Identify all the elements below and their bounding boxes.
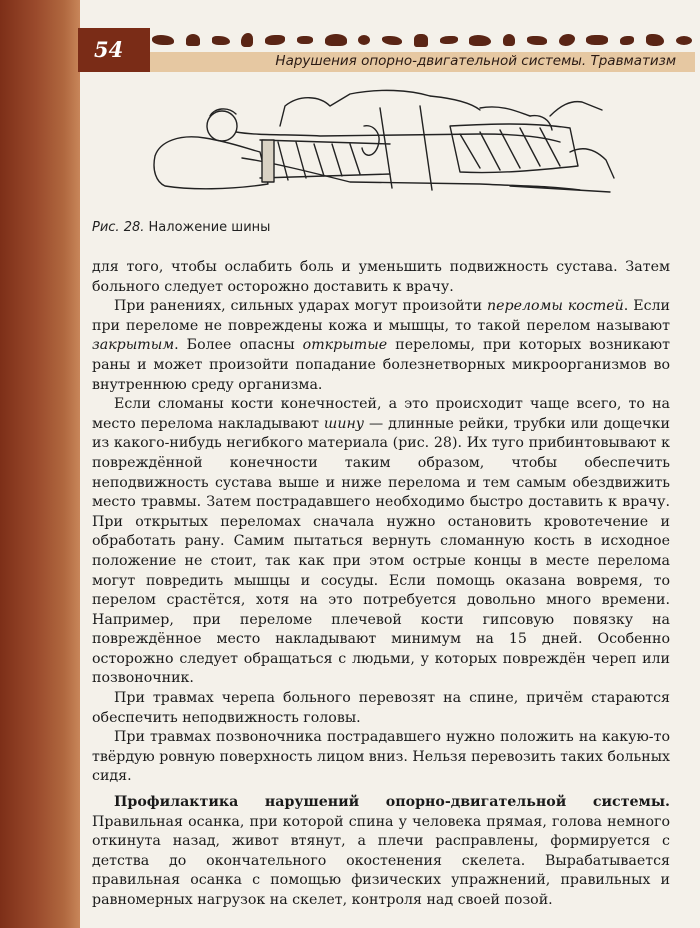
- paragraph: [92, 395, 670, 689]
- section-heading: Профилактика нарушений опорно-двигательной системы.: [114, 794, 670, 811]
- term: открытые: [302, 337, 388, 354]
- term: шину: [323, 415, 365, 432]
- text-run: переломы, при которых возникают раны и может произойти попадание болезнетворных микроорганизмов во внутреннюю среду организма.: [92, 337, 670, 393]
- main-text: [92, 258, 670, 911]
- side-color-band: [0, 0, 80, 928]
- text-run: Правильная осанка, при которой спина у человека прямая, голова немного откинута назад, живот втянут, а плечи расправлены, формируется с детства до окончательного окостенения скелета. Вырабатывается правильная осанка с помощью физических упражнений, правильных и равномерных нагрузок на скелет, контроля над своей позой.: [92, 813, 670, 908]
- splint-illustration-icon: [150, 86, 620, 206]
- term: закрытым: [92, 337, 175, 354]
- text-run: При ранениях, сильных ударах могут произойти: [114, 298, 487, 315]
- page-number: 54: [78, 28, 150, 72]
- text-run: При травмах позвоночника пострадавшего нужно положить на какую-то твёрдую ровную поверхность лицом вниз. Нельзя перевозить таких больных сидя.: [92, 729, 670, 785]
- text-run: для того, чтобы ослабить боль и уменьшить подвижность сустава. Затем больного следует осторожно доставить к врачу.: [92, 259, 670, 295]
- figure-caption: [92, 220, 270, 235]
- text-run: — длинные рейки, трубки или дощечки из какого-нибудь негибкого материала (рис. 28). Их туго прибинтовывают к повреждённой конечности таким образом, чтобы обеспечить неподвижность сустава выше и ниже перелома и тем самым обездвижить место травмы. Затем пострадавшего необходимо быстро доставить к врачу. При открытых переломах сначала нужно остановить кровотечение и обработать рану. Самим пытаться вернуть сломанную кость в исходное положение не стоит, так как при этом острые концы в месте перелома могут повредить мышцы и сосуды. Если помощь оказана вовремя, то перелом срастётся, хотя на это потребуется довольно много времени. Например, при переломе плечевой кости гипсовую повязку на повреждённое место накладывают минимум на 15 дней. Особенно осторожно следует обращаться с людьми, у которых повреждён череп или позвоночник.: [92, 415, 671, 687]
- running-title: Нарушения опорно-двигательной системы. Травматизм: [275, 53, 676, 69]
- text-run: . Более опасны: [174, 337, 303, 354]
- term: переломы костей: [487, 298, 624, 315]
- text-run: Если сломаны кости конечностей, а это происходит чаще всего, то на место перелома накладывают: [92, 396, 670, 432]
- paragraph: [92, 258, 670, 297]
- text-run: При травмах черепа больного перевозят на спине, причём стараются обеспечить неподвижность головы.: [92, 690, 670, 726]
- paragraph: [92, 297, 670, 395]
- text-run: . Если при переломе не повреждены кожа и мышцы, то такой перелом называют: [92, 298, 670, 334]
- animal-silhouettes-icon: [152, 30, 692, 50]
- paragraph: [92, 728, 670, 787]
- paragraph: [92, 689, 670, 728]
- paragraph: [92, 793, 670, 911]
- figure-title: Наложение шины: [148, 220, 271, 235]
- figure-label: Рис. 28.: [92, 220, 145, 235]
